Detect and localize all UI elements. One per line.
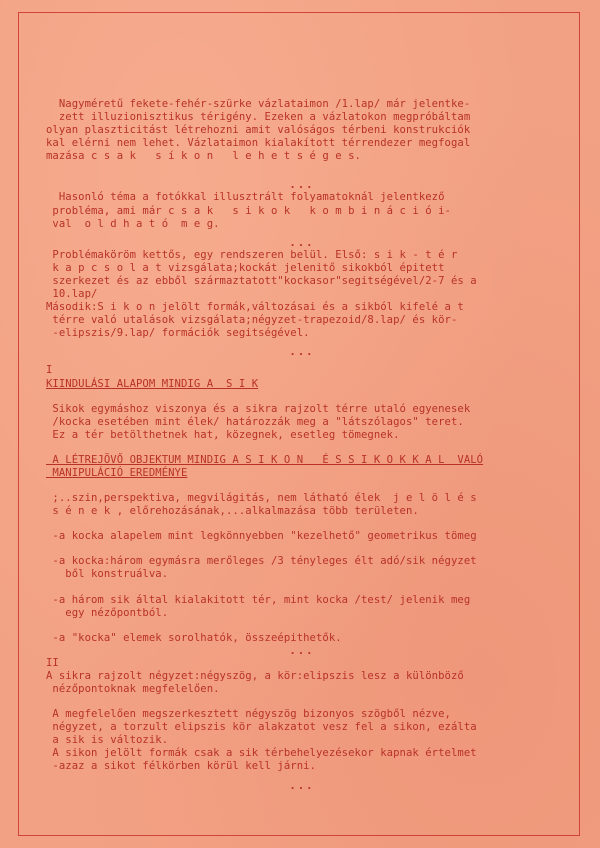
text-line: Problémaköröm kettős, egy rendszeren belül. Első: s i k - t é r — [46, 248, 458, 261]
paragraph-4 — [46, 403, 558, 442]
text-line: 10.lap/ — [46, 288, 98, 301]
text-line: a sik is változik. — [46, 734, 169, 747]
section-number: II — [46, 656, 59, 669]
list-item-continued: egy nézőpontból. — [46, 606, 169, 619]
paragraph-7 — [46, 708, 558, 773]
list-item: -a három sik által kialakitott tér, mint kocka /test/ jelenik meg — [46, 593, 471, 606]
text-line: probléma, ami már c s a k s i k o k k o m b i n á c i ó i- — [46, 204, 451, 217]
text-line: mazása c s a k s í k o n l e h e t s é g e s. — [46, 150, 361, 163]
paragraph-5 — [46, 492, 558, 518]
text-line: /kocka esetében mint élek/ határozzák meg a "látszólagos" teret. — [46, 415, 464, 428]
text-line: szerkezet és az ebből származtatott"kockasor"segitségével/2-7 és a — [46, 274, 477, 287]
text-line: val o l d h a t ó m e g. — [46, 217, 220, 230]
bullet-list — [46, 530, 558, 645]
list-item-continued: ből konstruálva. — [46, 568, 169, 581]
text-line: Második:S i k o n jelölt formák,változásai és a sikból kifelé a t — [46, 301, 464, 314]
text-line: A megfelelően megszerkesztett négyszög bizonyos szögből nézve, — [46, 708, 451, 721]
separator: ... — [289, 644, 315, 657]
text-line: A sikra rajzolt négyzet:négyszög, a kör:elipszis lesz a különböző — [46, 669, 464, 682]
text-line: k a p c s o l a t vizsgálata;kockát jelenitő sikokból épitett — [46, 261, 445, 274]
text-line: térre való utalások vizsgálata;négyzet-trapezoid/8.lap/ és kör- — [46, 314, 458, 327]
list-item: -a "kocka" elemek sorolhatók, összeépithetők. — [46, 631, 342, 644]
typed-document — [46, 98, 558, 792]
paragraph-3 — [46, 249, 558, 341]
section-number: I — [46, 364, 53, 377]
section-title: KIINDULÁSI ALAPOM MINDIG A S I K — [46, 377, 259, 390]
separator: ... — [289, 779, 315, 792]
paragraph-2 — [46, 191, 558, 230]
text-line: Hasonló téma a fotókkal illusztrált folyamatoknál jelentkező — [46, 191, 445, 204]
text-line: négyzet, a torzult elipszis kör alakzatot vesz fel a sikon, ezálta — [46, 721, 477, 734]
separator: ... — [289, 236, 315, 249]
subheading — [46, 454, 558, 480]
text-line: nézőpontoknak megfelelően. — [46, 683, 220, 695]
list-item: -a kocka alapelem mint legkönnyebben "kezelhető" geometrikus tömeg — [46, 530, 477, 543]
separator: ... — [289, 346, 315, 359]
text-line: olyan plaszticitást létrehozni amit valóságos térbeni konstrukciók — [46, 124, 471, 137]
list-item: -a kocka:három egymásra merőleges /3 tényleges élt adó/sik négyzet — [46, 555, 477, 568]
text-line: s é n e k , előrehozásának,...alkalmazása több területen. — [46, 505, 419, 518]
text-line: Nagyméretű fekete-fehér-szürke vázlataimon /1.lap/ már jelentke- — [46, 98, 471, 110]
paragraph-1 — [46, 98, 558, 163]
text-line: Ez a tér betölthetnek hat, közegnek, esetleg tömegnek. — [46, 428, 400, 441]
text-line: A LÉTREJÖVŐ OBJEKTUM MINDIG A S I K O N É S S I K O K K A L VALÓ — [46, 453, 484, 466]
text-line: -elipszis/9.lap/ formációk segitségével. — [46, 327, 310, 340]
text-line: MANIPULÁCIÓ EREDMÉNYE — [46, 466, 188, 479]
text-line: A sikon jelölt formák csak a sik térbehelyezésekor kapnak értelmet — [46, 747, 477, 760]
paragraph-6 — [46, 670, 558, 696]
separator: ... — [289, 179, 315, 192]
text-line: Sikok egymáshoz viszonya és a sikra rajzolt térre utaló egyenesek — [46, 402, 471, 415]
text-line: -azaz a sikot félkörben körül kell járni. — [46, 760, 316, 773]
text-line: kal elérni nem lehet. Vázlataimon kialakított térrendezer megfogal — [46, 137, 471, 150]
text-line: ;..szin,perspektiva, megvilágitás, nem látható élek j e l ö l é s — [46, 492, 477, 505]
text-line: zett illuzionisztikus térigény. Ezeken a vázlatokon megpróbáltam — [46, 111, 471, 124]
